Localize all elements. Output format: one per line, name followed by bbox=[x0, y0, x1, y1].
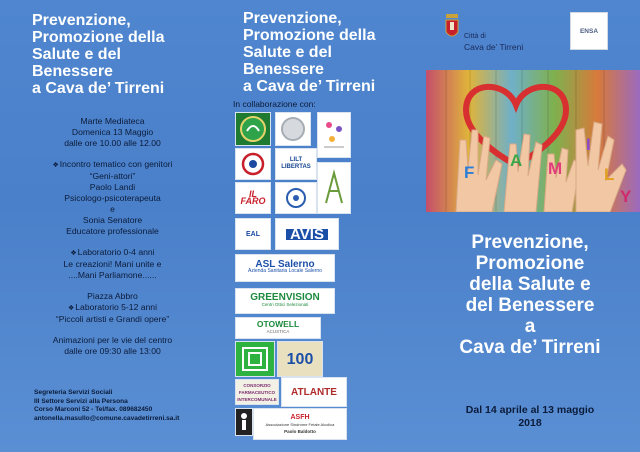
footer-line: III Settore Servizi alla Persona bbox=[34, 397, 128, 405]
event2-line: Paolo Landi bbox=[89, 182, 136, 192]
contact-footer bbox=[34, 389, 214, 423]
event2-line: Sonia Senatore bbox=[82, 215, 143, 225]
greenvision-subtitle: Centri Ottici Selezionati bbox=[261, 302, 309, 307]
photo-letter-m: M bbox=[548, 159, 563, 178]
avis-text: AVIS bbox=[286, 229, 328, 240]
family-hands-photo bbox=[426, 70, 640, 212]
year: 2018 bbox=[518, 417, 542, 429]
event2-line: “Geni-attori” bbox=[89, 171, 136, 181]
children-drawing-logo bbox=[317, 112, 351, 158]
footer-email: antonella.masullo@comune.cavadetirreni.sa.it bbox=[34, 414, 180, 422]
asl-salerno-logo bbox=[235, 254, 335, 282]
event1-date: Domenica 13 Maggio bbox=[71, 127, 154, 137]
il-faro-logo: IL FARO bbox=[235, 182, 271, 214]
black-figure-logo bbox=[235, 408, 253, 436]
otowell-name: OTOWELL bbox=[256, 319, 300, 329]
otowell-logo bbox=[235, 317, 321, 339]
event-dates bbox=[420, 404, 640, 430]
collab-label: In collaborazione con: bbox=[233, 99, 316, 109]
footer-line: Corso Marconi 52 - Tel/fax. 089682450 bbox=[34, 406, 153, 413]
program-details bbox=[20, 116, 205, 357]
event1-place: Marte Mediateca bbox=[80, 116, 145, 126]
city-name bbox=[464, 30, 554, 52]
event2-line: e bbox=[110, 204, 115, 214]
right-title: Prevenzione, Promozione della Salute e del Benessere a Cava de’ Tirreni bbox=[459, 232, 601, 358]
eal-logo: EAL bbox=[235, 218, 271, 250]
consorzio-farmaceutico-logo: CONSORZIO FARMACEUTICO INTERCOMUNALE bbox=[235, 379, 279, 405]
event4-line: “Piccoli artisti e Grandi opere” bbox=[55, 314, 170, 324]
photo-letter-f: F bbox=[464, 163, 475, 182]
greenvision-logo bbox=[235, 288, 335, 314]
event5-title: Animazioni per le vie del centro bbox=[52, 335, 173, 345]
photo-letter-a: A bbox=[510, 151, 523, 170]
left-title: Prevenzione, Promozione della Salute e del Benessere a Cava de’ Tirreni bbox=[32, 12, 165, 97]
city-crest-icon bbox=[444, 12, 460, 40]
event1-time: dalle ore 10.00 alle 12.00 bbox=[64, 138, 161, 148]
event3-line: Le creazioni! Mani unite e bbox=[63, 259, 162, 269]
date-range: Dal 14 aprile al 13 maggio bbox=[465, 404, 595, 416]
right-panel bbox=[420, 0, 640, 452]
event4-title: ❖ Laboratorio 5-12 anni bbox=[20, 302, 205, 314]
libertas-logo: LILT LIBERTAS bbox=[275, 148, 317, 180]
event4-place: Piazza Abbro bbox=[87, 291, 138, 301]
green-maze-logo bbox=[235, 341, 275, 377]
atlante-logo: ATLANTE bbox=[281, 377, 347, 407]
footer-line: Segreteria Servizi Sociali bbox=[34, 389, 113, 396]
blue-circle-logo bbox=[275, 182, 317, 214]
otowell-subtitle: ACUSTICA bbox=[266, 329, 290, 334]
event3-title: ❖ Laboratorio 0-4 anni bbox=[20, 247, 205, 259]
city-name-text: Cava de’ Tirreni bbox=[464, 42, 524, 52]
asl-subtitle: Azienda Sanitaria Locale Salerno bbox=[248, 268, 322, 274]
red-seal-logo bbox=[235, 148, 271, 180]
green-circle-logo bbox=[235, 112, 271, 146]
event2-title: ❖ Incontro tematico con genitori bbox=[20, 159, 205, 171]
avis-logo bbox=[275, 218, 339, 250]
asfh-subtitle: Associazione Sindrome Fetale Alcolica bbox=[265, 421, 335, 427]
lions-logo bbox=[277, 341, 323, 377]
ensa-logo: ENSA bbox=[570, 12, 608, 50]
event2-line: Educatore professionale bbox=[66, 226, 159, 236]
sketch-logo bbox=[317, 162, 351, 214]
lions-number: 100 bbox=[286, 350, 314, 368]
left-panel bbox=[0, 0, 213, 452]
greenvision-name: GREENVISION bbox=[250, 292, 320, 303]
event2-line: Psicologo-psicoterapeuta bbox=[64, 193, 161, 203]
middle-title: Prevenzione, Promozione della Salute e del Benessere a Cava de’ Tirreni bbox=[243, 10, 376, 95]
event5-time: dalle ore 09:30 alle 13:00 bbox=[64, 346, 161, 356]
city-label: Città di bbox=[464, 33, 486, 40]
event3-line: ....Mani Parliamone...... bbox=[68, 270, 157, 280]
photo-letter-l: L bbox=[604, 165, 615, 184]
photo-letter-i: I bbox=[586, 135, 591, 154]
middle-panel bbox=[213, 0, 420, 452]
silver-circle-logo bbox=[275, 112, 311, 146]
asfh-logo bbox=[253, 408, 347, 440]
photo-letter-y: Y bbox=[620, 187, 632, 206]
asl-name: ASL Salerno bbox=[255, 259, 315, 270]
asfh-name: ASFH bbox=[290, 413, 310, 421]
asfh-person: Paolo Baldotto bbox=[284, 428, 316, 434]
